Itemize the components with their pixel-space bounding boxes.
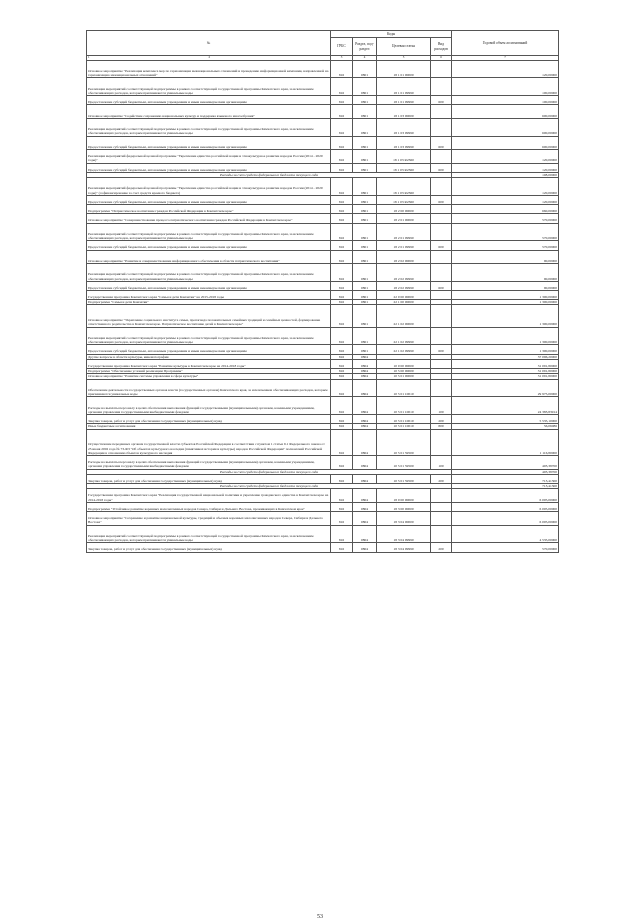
row-annual-amount: 600,00000 xyxy=(452,136,559,150)
row-grbs: 816 xyxy=(331,223,353,241)
row-grbs: 816 xyxy=(331,241,353,250)
row-grbs: 816 xyxy=(331,415,353,424)
row-target-article: 22 1 02 00000 xyxy=(377,305,431,327)
col-number-2: 2 xyxy=(208,55,211,59)
row-razdel: 0801 xyxy=(353,60,377,78)
row-description: Расходы на выплаты персоналу в целях обеспечения выполнения функций государственными (муниципальными) органами, казенными учреждениями, органами управления государственными внебюджетными фондами xyxy=(87,456,331,470)
table-row xyxy=(87,359,559,368)
table-row xyxy=(87,163,559,172)
row-grbs: 816 xyxy=(331,474,353,483)
table-row xyxy=(87,205,559,214)
row-annual-amount: 31 091,80000 xyxy=(452,374,559,379)
row-description: Реализация мероприятий соответствующей подпрограммы в рамках соответствующей государственной программы Камчатского края, за исключением обеспечивающих расходов, которым присваиваются уникальные коды xyxy=(87,525,331,543)
row-expense-type xyxy=(431,150,452,164)
row-expense-type xyxy=(431,214,452,223)
row-description: Подпрограмма "Патриотическое воспитание граждан Российской Федерации в Камчатском крае" xyxy=(87,205,331,214)
row-description: Предоставление субсидий бюджетным, автономным учреждениям и иным некоммерческим организациям xyxy=(87,136,331,150)
row-grbs: 816 xyxy=(331,300,353,305)
row-grbs: 816 xyxy=(331,136,353,150)
row-target-article: 18 3 04 09990 xyxy=(377,543,431,552)
row-annual-amount: 37 096,20000 xyxy=(452,354,559,359)
row-razdel: 0801 xyxy=(353,205,377,214)
row-expense-type xyxy=(431,178,452,196)
row-annual-amount: 6 005,00000 xyxy=(452,489,559,503)
row-target-article: 18 2 02 09990 xyxy=(377,281,431,290)
row-expense-type xyxy=(431,359,452,368)
header-razdel: Раздел, под-раздел xyxy=(353,38,377,56)
row-description: Реализация мероприятий соответствующей подпрограммы в рамках соответствующей государственной программы Камчатского края, за исключением обеспечивающих расходов, которым присваиваются уникальные коды xyxy=(87,327,331,345)
row-expense-type: 200 xyxy=(431,543,452,552)
row-razdel: 0804 xyxy=(353,512,377,526)
header-annual: Годовой объем ассигнований xyxy=(452,31,559,56)
row-expense-type: 600 xyxy=(431,281,452,290)
row-grbs: 816 xyxy=(331,281,353,290)
row-grbs: 816 xyxy=(331,345,353,354)
row-grbs: 816 xyxy=(331,456,353,470)
row-grbs: 816 xyxy=(331,78,353,96)
row-annual-amount: 90,00000 xyxy=(452,264,559,282)
row-target-article: 10 5 01 10010 xyxy=(377,415,431,424)
row-description: Основное мероприятие "Развитие системы управления в сфере культуры" xyxy=(87,374,331,379)
table-row xyxy=(87,415,559,424)
row-target-article: 18 1 03 09990 xyxy=(377,136,431,150)
row-annual-amount: 24 383,83914 xyxy=(452,397,559,415)
row-razdel: 0804 xyxy=(353,354,377,359)
table-row xyxy=(87,474,559,483)
row-annual-amount: 1 300,00000 xyxy=(452,327,559,345)
row-razdel: 0804 xyxy=(353,489,377,503)
row-razdel: 0804 xyxy=(353,424,377,429)
row-annual-amount: 120,00000 xyxy=(452,60,559,78)
row-annual-amount: 403,38700 xyxy=(452,456,559,470)
row-annual-amount: 120,00000 xyxy=(452,150,559,164)
header-target: Целевая статья xyxy=(377,38,431,56)
table-row xyxy=(87,305,559,327)
row-expense-type xyxy=(431,264,452,282)
row-target-article: 22 0 00 00000 xyxy=(377,290,431,299)
table-row xyxy=(87,264,559,282)
row-grbs: 816 xyxy=(331,359,353,368)
note-value: 108,00000 xyxy=(452,172,559,177)
row-target-article: 18 1 01 09990 xyxy=(377,78,431,96)
row-description: Основное мероприятие "Содействие сохранению национальных культур и поддержка языкового многообразия" xyxy=(87,105,331,119)
row-target-article: 10 5 01 59500 xyxy=(377,456,431,470)
row-annual-amount: 31 091,80000 xyxy=(452,359,559,368)
row-expense-type: 100 xyxy=(431,456,452,470)
row-annual-amount: 120,00000 xyxy=(452,195,559,204)
row-expense-type: 600 xyxy=(431,241,452,250)
table-row xyxy=(87,290,559,299)
row-description: Основное мероприятие "Сохранение и развитие национальной культуры, традиций и обычаев коренных малочисленных народов Севера, Сибири и Дальнего Востока" xyxy=(87,512,331,526)
row-razdel: 0801 xyxy=(353,250,377,264)
row-razdel: 0804 xyxy=(353,456,377,470)
row-grbs: 816 xyxy=(331,118,353,136)
col-number-5: 5 xyxy=(377,56,431,61)
row-target-article: 10 5 01 59500 xyxy=(377,429,431,455)
row-grbs: 816 xyxy=(331,264,353,282)
row-expense-type xyxy=(431,223,452,241)
row-grbs: 816 xyxy=(331,512,353,526)
row-razdel: 0801 xyxy=(353,345,377,354)
row-grbs: 816 xyxy=(331,424,353,429)
row-target-article: 18 2 00 00000 xyxy=(377,205,431,214)
row-annual-amount: 1 300,00000 xyxy=(452,300,559,305)
row-description: Закупка товаров, работ и услуг для обеспечения государственных (муниципальных) нужд xyxy=(87,543,331,552)
row-expense-type: 600 xyxy=(431,163,452,172)
row-description: Реализация мероприятий соответствующей подпрограммы в рамках соответствующей государственной программы Камчатского края, за исключением обеспечивающих расходов, которым присваиваются уникальные коды xyxy=(87,78,331,96)
row-razdel: 0801 xyxy=(353,105,377,119)
row-annual-amount: 90,00000 xyxy=(452,250,559,264)
table-row xyxy=(87,105,559,119)
row-description: Государственная программа Камчатского края "Реализация государственной национальной политики и укрепление гражданского единства в Камчатском крае на 2014-2018 годы" xyxy=(87,489,331,503)
row-annual-amount: 6 005,00000 xyxy=(452,502,559,511)
row-annual-amount: 1 300,00000 xyxy=(452,290,559,299)
table-row xyxy=(87,429,559,455)
table-row xyxy=(87,489,559,503)
row-expense-type: 600 xyxy=(431,195,452,204)
row-target-article: 18 2 01 09990 xyxy=(377,241,431,250)
table-row xyxy=(87,281,559,290)
row-annual-amount: 120,00000 xyxy=(452,163,559,172)
row-razdel: 0801 xyxy=(353,264,377,282)
row-expense-type xyxy=(431,489,452,503)
row-expense-type xyxy=(431,205,452,214)
row-description: Закупка товаров, работ и услуг для обеспечения государственных (муниципальных) нужд xyxy=(87,415,331,424)
row-razdel: 0801 xyxy=(353,195,377,204)
row-expense-type xyxy=(431,429,452,455)
row-target-article: 10 5 00 00000 xyxy=(377,369,431,374)
row-target-article: 10 5 01 10010 xyxy=(377,424,431,429)
row-razdel: 0801 xyxy=(353,305,377,327)
row-grbs: 816 xyxy=(331,543,353,552)
row-expense-type: 600 xyxy=(431,136,452,150)
row-description: Подпрограмма "Устойчивое развитие коренных малочисленных народов Севера, Сибири и Дальнего Востока, проживающих в Камчатском крае" xyxy=(87,502,331,511)
note-text: Расходы за счет средств федерального бюджета текущего года xyxy=(87,469,452,474)
table-row xyxy=(87,397,559,415)
row-grbs: 816 xyxy=(331,502,353,511)
header-codes: Коды xyxy=(331,31,452,38)
header-grbs: ГРБС xyxy=(331,38,353,56)
row-description: Предоставление субсидий бюджетным, автономным учреждениям и иным некоммерческим организациям xyxy=(87,163,331,172)
row-description: Предоставление субсидий бюджетным, автономным учреждениям и иным некоммерческим организациям xyxy=(87,345,331,354)
table-row xyxy=(87,327,559,345)
row-description: Подпрограмма "Обеспечение условий реализации Программы" xyxy=(87,369,331,374)
table-row xyxy=(87,195,559,204)
row-annual-amount: 570,00000 xyxy=(452,214,559,223)
row-target-article: 18 2 02 00000 xyxy=(377,250,431,264)
row-expense-type xyxy=(431,305,452,327)
row-expense-type xyxy=(431,525,452,543)
table-row xyxy=(87,223,559,241)
row-description: Предоставление субсидий бюджетным, автономным учреждениям и иным некоммерческим организациям xyxy=(87,281,331,290)
row-expense-type: 600 xyxy=(431,345,452,354)
row-grbs: 816 xyxy=(331,105,353,119)
row-annual-amount: 1 300,00000 xyxy=(452,345,559,354)
row-description: Государственная программа Камчатского края "Развитие культуры в Камчатском крае на 2014-2018 годы" xyxy=(87,359,331,368)
row-razdel: 0801 xyxy=(353,241,377,250)
row-razdel: 0804 xyxy=(353,502,377,511)
table-row xyxy=(87,525,559,543)
row-description: Реализация мероприятий федеральной целевой программы "Укрепление единства российской нации и этнокультурное развитие народов России (2014 - 2020 годы)" xyxy=(87,150,331,164)
row-target-article: 10 5 01 10010 xyxy=(377,379,431,397)
table-row xyxy=(87,118,559,136)
row-target-article: 18 1 03 00000 xyxy=(377,105,431,119)
row-razdel: 0801 xyxy=(353,78,377,96)
row-annual-amount: 6 005,00000 xyxy=(452,512,559,526)
row-annual-amount: 56,06086 xyxy=(452,424,559,429)
row-annual-amount: 100,00000 xyxy=(452,78,559,96)
table-row xyxy=(87,178,559,196)
row-description: Государственная программа Камчатского края "Семья и дети Камчатки" на 2015-2018 годы xyxy=(87,290,331,299)
row-expense-type xyxy=(431,118,452,136)
row-description: Основное мероприятие "Реализация комплекса мер по гармонизации межнациональных отношений и проведению информационной кампании, направленной на гармонизацию межнациональных отношений" xyxy=(87,60,331,78)
row-razdel: 0804 xyxy=(353,397,377,415)
header-num: № xyxy=(87,31,331,56)
col-number-3: 3 xyxy=(331,56,353,61)
row-description: Реализация мероприятий соответствующей подпрограммы в рамках соответствующей государственной программы Камчатского края, за исключением обеспечивающих расходов, которым присваиваются уникальные коды xyxy=(87,118,331,136)
header-vid: Вид расходов xyxy=(431,38,452,56)
row-expense-type xyxy=(431,327,452,345)
table-row xyxy=(87,345,559,354)
row-annual-amount: 4 535,00000 xyxy=(452,525,559,543)
col-number-1: 1 xyxy=(88,55,90,59)
row-grbs: 816 xyxy=(331,195,353,204)
table-row xyxy=(87,379,559,397)
row-expense-type: 200 xyxy=(431,415,452,424)
row-annual-amount: 120,00000 xyxy=(452,178,559,196)
page-number: 53 xyxy=(317,914,323,920)
row-description: Основное мероприятие "Укрепление социального института семьи, пропаганда положительных семейных традиций и семейных ценностей, формирование ответственного родительства в Камчатском крае. Патриотическое воспитание детей в Камчатском крае" xyxy=(87,305,331,327)
row-razdel: 0801 xyxy=(353,223,377,241)
row-razdel: 0804 xyxy=(353,379,377,397)
row-grbs: 816 xyxy=(331,250,353,264)
row-target-article: 18 1 03 09990 xyxy=(377,118,431,136)
row-razdel: 0804 xyxy=(353,543,377,552)
row-expense-type xyxy=(431,290,452,299)
table-row xyxy=(87,241,559,250)
row-target-article: 18 2 02 09990 xyxy=(377,264,431,282)
row-target-article: 18 2 01 09990 xyxy=(377,223,431,241)
row-target-article: 18 1 03 R2360 xyxy=(377,178,431,196)
row-grbs: 816 xyxy=(331,163,353,172)
table-row xyxy=(87,502,559,511)
row-razdel: 0804 xyxy=(353,415,377,424)
col-number-6: 6 xyxy=(431,56,452,61)
table-row xyxy=(87,543,559,552)
row-target-article: 10 5 01 59500 xyxy=(377,474,431,483)
row-annual-amount: 5 535,10000 xyxy=(452,415,559,424)
row-razdel: 0801 xyxy=(353,150,377,164)
row-grbs: 816 xyxy=(331,214,353,223)
row-target-article: 18 2 01 00000 xyxy=(377,214,431,223)
row-expense-type xyxy=(431,502,452,511)
row-razdel: 0804 xyxy=(353,359,377,368)
row-annual-amount: 90,00000 xyxy=(452,281,559,290)
row-target-article: 18 3 04 00000 xyxy=(377,512,431,526)
row-razdel: 0801 xyxy=(353,281,377,290)
row-razdel: 0801 xyxy=(353,96,377,105)
row-annual-amount: 600,00000 xyxy=(452,118,559,136)
row-expense-type: 800 xyxy=(431,424,452,429)
row-razdel: 0801 xyxy=(353,214,377,223)
row-annual-amount: 29 975,00000 xyxy=(452,379,559,397)
row-description: Другие вопросы в области культуры, кинематографии xyxy=(87,354,331,359)
row-grbs: 816 xyxy=(331,60,353,78)
row-grbs: 816 xyxy=(331,150,353,164)
table-row xyxy=(87,78,559,96)
row-razdel: 0801 xyxy=(353,136,377,150)
row-target-article: 18 0 00 00000 xyxy=(377,489,431,503)
row-description: Иные бюджетные ассигнования xyxy=(87,424,331,429)
row-description: Расходы на выплаты персоналу в целях обеспечения выполнения функций государственными (муниципальными) органами, казенными учреждениями, органами управления государственными внебюджетными фондами xyxy=(87,397,331,415)
row-description: Предоставление субсидий бюджетным, автономным учреждениям и иным некоммерческим организациям xyxy=(87,96,331,105)
row-description: Основное мероприятие "Развитие и совершенствование информационного обеспечения в области патриотического воспитания" xyxy=(87,250,331,264)
row-expense-type xyxy=(431,60,452,78)
row-razdel: 0804 xyxy=(353,374,377,379)
row-description: Реализация мероприятий соответствующей подпрограммы в рамках соответствующей государственной программы Камчатского края, за исключением обеспечивающих расходов, которым присваиваются уникальные коды xyxy=(87,264,331,282)
row-annual-amount: 570,00000 xyxy=(452,241,559,250)
row-expense-type xyxy=(431,78,452,96)
row-grbs: 816 xyxy=(331,290,353,299)
note-text: Расходы за счет средств федерального бюджета текущего года xyxy=(87,484,452,489)
row-razdel: 0804 xyxy=(353,474,377,483)
col-number-4: 4 xyxy=(353,56,377,61)
row-expense-type: 100 xyxy=(431,397,452,415)
row-description: Обеспечение деятельности государственных органов власти (государственных органов) Камчатского края, за исключением обеспечивающих расходов, которым присваиваются уникальные коды xyxy=(87,379,331,397)
row-grbs: 816 xyxy=(331,205,353,214)
row-grbs: 816 xyxy=(331,429,353,455)
row-expense-type xyxy=(431,105,452,119)
table-row xyxy=(87,250,559,264)
row-expense-type: 600 xyxy=(431,96,452,105)
row-grbs: 816 xyxy=(331,379,353,397)
row-description: Подпрограмма "Семья и дети Камчатки" xyxy=(87,300,331,305)
row-annual-amount: 600,00000 xyxy=(452,105,559,119)
row-description: Осуществление переданных органам государственной власти субъектов Российской Федерации в соответствии с пунктом 1 статьи 9.1 Федерального закона от 25 июня 2002 года № 73-ФЗ "Об объектах культурного наследия (памятниках истории и культуры) народов Российской Федерации" полномочий Российской Федерации в отношении объектов культурного наследия xyxy=(87,429,331,455)
col-number-7: 7 xyxy=(452,56,559,61)
row-grbs: 816 xyxy=(331,354,353,359)
row-description: Закупка товаров, работ и услуг для обеспечения государственных (муниципальных) нужд xyxy=(87,474,331,483)
table-row xyxy=(87,214,559,223)
row-annual-amount: 570,00000 xyxy=(452,223,559,241)
table-row xyxy=(87,136,559,150)
row-target-article: 18 3 00 00000 xyxy=(377,502,431,511)
row-razdel: 0801 xyxy=(353,118,377,136)
row-target-article: 10 5 01 10010 xyxy=(377,397,431,415)
row-razdel: 0804 xyxy=(353,429,377,455)
row-grbs: 816 xyxy=(331,525,353,543)
budget-table xyxy=(86,30,559,553)
row-target-article: 18 1 03 R2360 xyxy=(377,195,431,204)
row-razdel: 0801 xyxy=(353,327,377,345)
table-row xyxy=(87,150,559,164)
row-expense-type xyxy=(431,512,452,526)
row-razdel: 0804 xyxy=(353,525,377,543)
table-row xyxy=(87,512,559,526)
row-description: Предоставление субсидий бюджетным, автономным учреждениям и иным некоммерческим организациям xyxy=(87,241,331,250)
row-target-article: 18 1 01 09990 xyxy=(377,96,431,105)
note-text: Расходы за счет средств федерального бюджета текущего года xyxy=(87,172,452,177)
row-target-article: 18 1 03 R2360 xyxy=(377,150,431,164)
row-annual-amount: 570,00000 xyxy=(452,543,559,552)
row-razdel: 0804 xyxy=(353,369,377,374)
row-annual-amount: 1 300,00000 xyxy=(452,305,559,327)
table-row xyxy=(87,60,559,78)
row-expense-type xyxy=(431,250,452,264)
row-description: Предоставление субсидий бюджетным, автономным учреждениям и иным некоммерческим организациям xyxy=(87,195,331,204)
row-annual-amount: 1 116,80000 xyxy=(452,429,559,455)
row-expense-type xyxy=(431,379,452,397)
row-annual-amount: 31 091,80000 xyxy=(452,369,559,374)
row-target-article: 18 1 01 00000 xyxy=(377,60,431,78)
row-grbs: 816 xyxy=(331,327,353,345)
table-row xyxy=(87,456,559,470)
row-annual-amount: 100,00000 xyxy=(452,96,559,105)
row-razdel: 0801 xyxy=(353,178,377,196)
row-target-article: 10 0 00 00000 xyxy=(377,359,431,368)
row-grbs: 816 xyxy=(331,178,353,196)
row-target-article: 22 1 02 09990 xyxy=(377,345,431,354)
row-razdel: 0801 xyxy=(353,290,377,299)
budget-document-page xyxy=(86,30,558,920)
row-grbs: 816 xyxy=(331,397,353,415)
row-description: Реализация мероприятий соответствующей подпрограммы в рамках соответствующей государственной программы Камчатского края, за исключением обеспечивающих расходов, которым присваиваются уникальные коды xyxy=(87,223,331,241)
row-description: Основное мероприятие "Совершенствование процесса патриотического воспитания граждан Российской Федерации в Камчатском крае" xyxy=(87,214,331,223)
row-grbs: 816 xyxy=(331,96,353,105)
row-razdel: 0801 xyxy=(353,300,377,305)
row-target-article: 22 1 02 09990 xyxy=(377,327,431,345)
row-target-article: 10 5 01 00000 xyxy=(377,374,431,379)
note-value: 713,41300 xyxy=(452,484,559,489)
row-annual-amount: 660,00000 xyxy=(452,205,559,214)
row-grbs: 816 xyxy=(331,369,353,374)
row-description: Реализация мероприятий федеральной целевой программы "Укрепление единства российской нации и этнокультурное развитие народов России (2014 - 2020 годы)" (софинансирование за счет средств краевого бюджета) xyxy=(87,178,331,196)
row-expense-type: 200 xyxy=(431,474,452,483)
table-row xyxy=(87,96,559,105)
row-razdel: 0801 xyxy=(353,163,377,172)
row-grbs: 816 xyxy=(331,374,353,379)
row-grbs: 816 xyxy=(331,489,353,503)
note-value: 403,38700 xyxy=(452,469,559,474)
row-grbs: 816 xyxy=(331,305,353,327)
row-target-article: 18 1 03 R2360 xyxy=(377,163,431,172)
row-target-article: 22 1 00 00000 xyxy=(377,300,431,305)
row-target-article: 18 3 04 09990 xyxy=(377,525,431,543)
row-annual-amount: 713,41300 xyxy=(452,474,559,483)
